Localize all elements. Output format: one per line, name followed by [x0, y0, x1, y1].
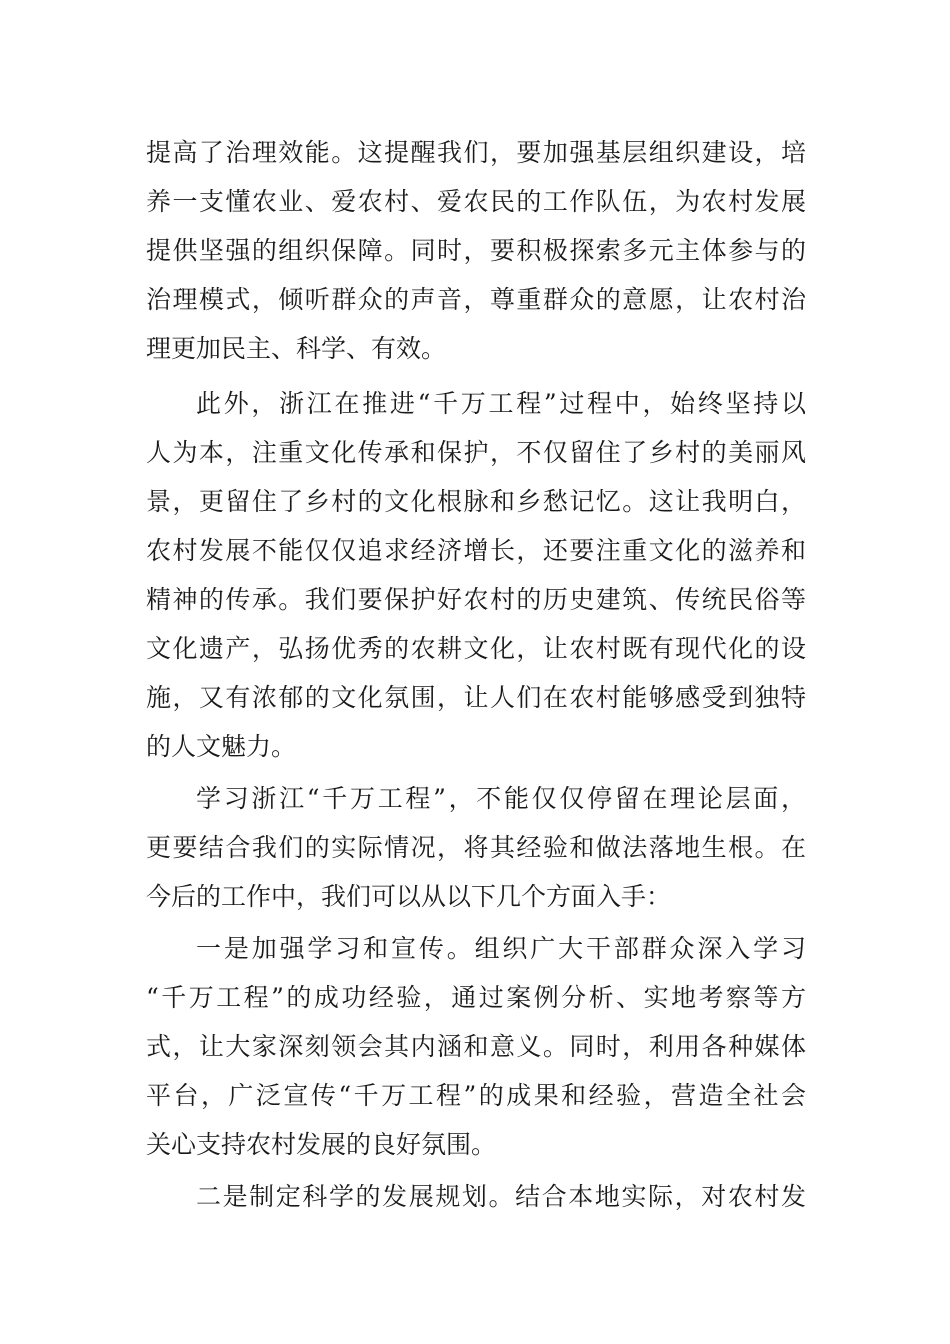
text-line: 提供坚强的组织保障。同时，要积极探索多元主体参与的: [146, 236, 806, 265]
text-line: 理更加民主、科学、有效。: [146, 334, 447, 363]
text-line: 此外，浙江在推进“千万工程”过程中，始终坚持以: [196, 389, 806, 418]
text-line: 人为本，注重文化传承和保护，不仅留住了乡村的美丽风: [146, 438, 806, 467]
text-line: 农村发展不能仅仅追求经济增长，还要注重文化的滋养和: [146, 536, 806, 565]
text-line: 今后的工作中，我们可以从以下几个方面入手：: [146, 882, 672, 911]
text-line: 更要结合我们的实际情况，将其经验和做法落地生根。在: [146, 833, 806, 862]
text-line: “千万工程”的成功经验，通过案例分析、实地考察等方: [146, 983, 806, 1012]
text-line: 治理模式，倾听群众的声音，尊重群众的意愿，让农村治: [146, 285, 806, 314]
text-line: 二是制定科学的发展规划。结合本地实际，对农村发: [196, 1182, 806, 1211]
text-line: 关心支持农村发展的良好氛围。: [146, 1130, 497, 1159]
text-line: 文化遗产，弘扬优秀的农耕文化，让农村既有现代化的设: [146, 634, 806, 663]
text-line: 一是加强学习和宣传。组织广大干部群众深入学习: [196, 934, 806, 963]
text-line: 施，又有浓郁的文化氛围，让人们在农村能够感受到独特: [146, 683, 806, 712]
text-line: 景，更留住了乡村的文化根脉和乡愁记忆。这让我明白，: [146, 487, 806, 516]
text-line: 精神的传承。我们要保护好农村的历史建筑、传统民俗等: [146, 585, 806, 614]
text-line: 平台，广泛宣传“千万工程”的成果和经验，营造全社会: [146, 1081, 806, 1110]
text-line: 养一支懂农业、爱农村、爱农民的工作队伍，为农村发展: [146, 187, 806, 216]
text-line: 提高了治理效能。这提醒我们，要加强基层组织建设，培: [146, 138, 806, 167]
text-line: 的人文魅力。: [146, 732, 297, 761]
text-line: 学习浙江“千万工程”，不能仅仅停留在理论层面，: [196, 784, 806, 813]
text-line: 式，让大家深刻领会其内涵和意义。同时，利用各种媒体: [146, 1032, 806, 1061]
